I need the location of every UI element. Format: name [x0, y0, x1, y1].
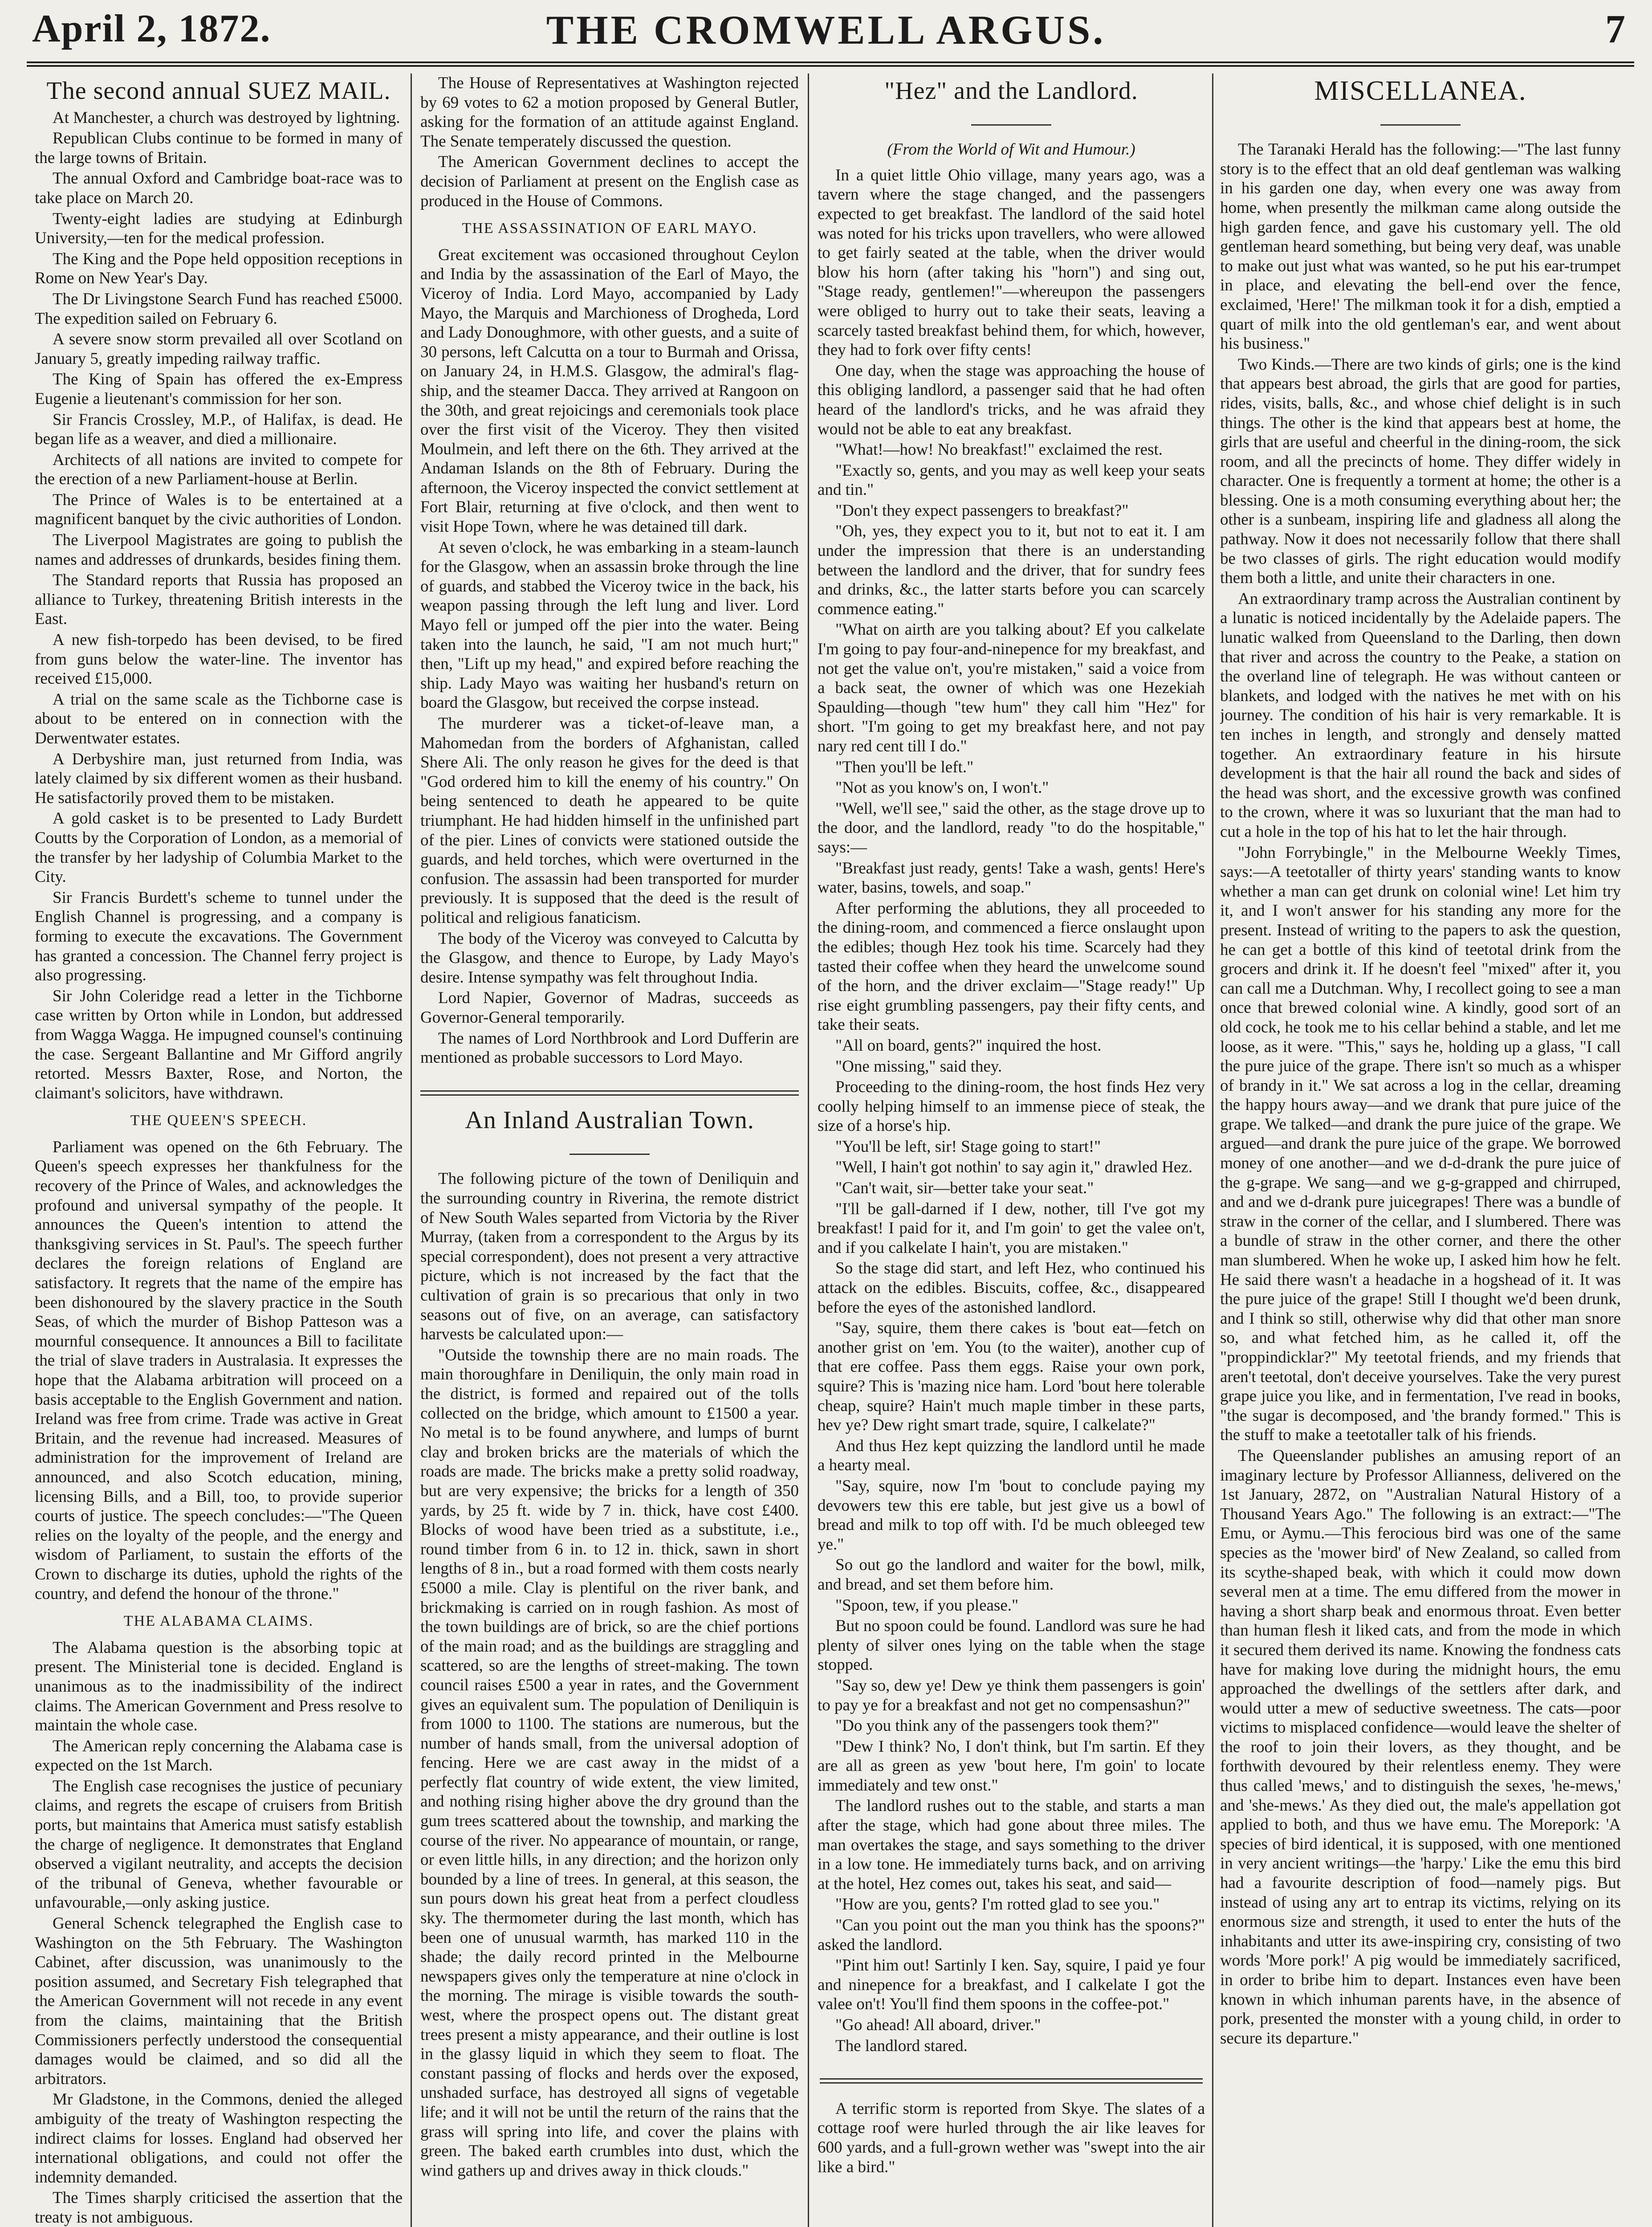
story-paragraph: One day, when the stage was approaching the house of this obliging landlord, a passenger said that he had often heard of the landlord's tricks, and he was afraid they would not be able to eat any breakfast.	[818, 361, 1205, 438]
news-item: The Liverpool Magistrates are going to publish the names and addresses of drunkards, besides fining them.	[35, 531, 403, 569]
section-heading-queens-speech: THE QUEEN'S SPEECH.	[130, 1112, 307, 1129]
article-paragraph: Lord Napier, Governor of Madras, succeeds as Governor-General temporarily.	[420, 989, 799, 1027]
article-paragraph: The Queenslander publishes an amusing report of an imaginary lecture by Professor Allianness, delivered on the 1st January, 2872, on "Australian Natural History of a Thousand Years Ago." The following is an extract:—"The Emu, or Aymu.—This ferocious bird was one of the same species as the 'mower bird' of New Zealand, so called from its scythe-shaped beak, with which it could mow down several men at a time. The emu differed from the mower in having a short sharp beak and enormous throat. Even better than human flesh it liked cats, and from the mode in which it secured them derived its name. Knowing the fondness cats have for making love during the midnight hours, the emu approached the dwellings of the settlers after dark, and would utter a mew of seductive sweetness. The cats—poor victims to misplaced confidence—would leave the shelter of the roof to join their lovers, as they thought, and be forthwith devoured by their relentless enemy. They were thus called 'mews,' and to distinguish the sexes, 'he-mews,' and 'she-mews.' As they died out, the male's appellation got applied to both, and thus we have emu. The Morepork: 'A species of bird identical, it is supposed, with one mentioned in very ancient writings—the 'harpy.' Like the emu this bird had a favourite description of food—namely pigs. But instead of using any art to entrap its victims, relying on its enormous size and strength, it used to enter the huts of the inhabitants and utter its awe-inspiring cry, consisting of two words 'More pork!' A pig would be immediately sacrificed, in order to bribe him to depart. Instances even have been known in which inhuman parents have, in the absence of pork, presented the monster with a young child, in order to secure its departure."	[1220, 1446, 1621, 2048]
news-item: The annual Oxford and Cambridge boat-race was to take place on March 20.	[35, 169, 403, 207]
news-item: A Derbyshire man, just returned from India, was lately claimed by six different women as their husband. He satisfactorily proved them to be mistaken.	[35, 750, 403, 807]
news-item: The King and the Pope held opposition receptions in Rome on New Year's Day.	[35, 249, 403, 288]
story-paragraph: "Exactly so, gents, and you may as well keep your seats and tin."	[818, 461, 1205, 499]
source-byline: (From the World of Wit and Humour.)	[887, 140, 1135, 159]
story-paragraph: "Oh, yes, they expect you to it, but not to eat it. I am under the impression that there is an understanding between the landlord and the driver, that for sundry fees and drinks, &c., the latter starts before you can scarcely commence eating."	[818, 522, 1205, 618]
article-paragraph: Mr Gladstone, in the Commons, denied the alleged ambiguity of the treaty of Washington respecting the indirect claims for losses. England had observed her international obligations, and could not offer the indemnity demanded.	[35, 2090, 403, 2186]
story-paragraph: "Then you'll be left."	[835, 758, 974, 776]
section-separator	[818, 2069, 1205, 2088]
story-paragraph: "Spoon, tew, if you please."	[835, 1596, 1019, 1615]
news-item: The Prince of Wales is to be entertained at a magnificent banquet by the civic authorities of London.	[35, 490, 403, 529]
story-paragraph: "What on airth are you talking about? Ef you calkelate I'm going to pay four-and-ninepence for my breakfast, and not get the value on't, you're mistaken," said a voice from a back seat, the owner of which was one Hezekiah Spaulding—though "tew hum" they call him "Hez" for short. "I'm going to get my breakfast here, and not pay nary red cent till I do."	[818, 620, 1205, 755]
story-paragraph: In a quiet little Ohio village, many years ago, was a tavern where the stage changed, and the passengers expected to get breakfast. The landlord of the said hotel was noted for his tricks upon travellers, who were allowed to get fairly seated at the table, when the driver would blow his horn (after taking his "horn") and sing out, "Stage ready, gentlemen!"—whereupon the passengers were obliged to hurry out to take their seats, leaving a scarcely tasted breakfast behind them, for which, however, they had to fork over fifty cents!	[818, 166, 1205, 359]
column-divider	[1212, 73, 1213, 2227]
news-item: Sir Francis Crossley, M.P., of Halifax, is dead. He began life as a weaver, and died a millionaire.	[35, 410, 403, 449]
article-paragraph: The English case recognises the justice of pecuniary claims, and regrets the escape of cruisers from British ports, but maintains that America must satisfy establish the charge of negligence. It demonstrates that England observed a vigilant neutrality, and accepts the decision of the tribunal of Geneva, whether favourable or unfavourable,—only asking justice.	[35, 1777, 403, 1912]
column-divider	[411, 73, 412, 2227]
story-paragraph: "One missing," said they.	[835, 1057, 1002, 1076]
section-heading-alabama: THE ALABAMA CLAIMS.	[123, 1613, 314, 1630]
heading-rule	[1220, 111, 1621, 131]
article-paragraph: The American reply concerning the Alabama case is expected on the 1st March.	[35, 1737, 403, 1775]
story-paragraph: "Not as you know's on, I won't."	[835, 779, 1049, 797]
article-paragraph: Parliament was opened on the 6th February. The Queen's speech expresses her thankfulness for the recovery of the Prince of Wales, and acknowledges the profound and universal sympathy of the people. It announces the Queen's intention to attend the thanksgiving services in St. Paul's. The speech further declares the foreign relations of England are satisfactory. It regrets that the name of the empire has been dishonoured by the slavery practice in the South Seas, of which the murder of Bishop Patteson was a mournful consequence. It announces a Bill to facilitate the trial of slave traders in Australasia. It expresses the hope that the Alabama arbitration will proceed on a basis acceptable to the English Government and nation. Ireland was free from crime. Trade was active in Great Britain, and the revenue had increased. Measures of administration for the improvement of Ireland are announced, and also Scotch education, mining, licensing Bills, and a Bill, too, to provide superior courts of justice. The speech concludes:—"The Queen relies on the loyalty of the people, and the energy and wisdom of Parliament, to sustain the efforts of the Crown to discharge its duties, uphold the rights of the country, and defend the honour of the throne."	[35, 1138, 403, 1603]
issue-date: April 2, 1872.	[32, 7, 271, 50]
article-paragraph: The American Government declines to accept the decision of Parliament at present on the English case as produced in the House of Commons.	[420, 153, 799, 210]
article-paragraph: The Taranaki Herald has the following:—"The last funny story is to the effect that an old deaf gentleman was walking in his garden one day, when every one was away from home, when presently the milkman came along outside the high garden fence, and gave his customary yell. The old gentleman heard something, but being very deaf, was unable to make out just what was wanted, so he put his ear-trumpet in place, and elevating the bell-end over the fence, exclaimed, 'Here!' The milkman took it for a dish, emptied a quart of milk into the old gentleman's ear, and went about his business."	[1220, 140, 1621, 353]
story-paragraph: "Don't they expect passengers to breakfast?"	[835, 501, 1129, 520]
story-paragraph: "Say so, dew ye! Dew ye think them passengers is goin' to pay ye for a breakfast and not get no compensashun?"	[818, 1676, 1205, 1714]
hez-paragraphs	[818, 166, 1205, 2056]
masthead-rule	[27, 61, 1634, 63]
article-paragraph: The Times sharply criticised the assertion that the treaty is not ambiguous.	[35, 2189, 403, 2227]
news-item: Republican Clubs continue to be formed in many of the large towns of Britain.	[35, 129, 403, 167]
article-paragraph: The body of the Viceroy was conveyed to Calcutta by the Glasgow, and thence to Europe, by Lady Mayo's desire. Intense sympathy was felt throughout India.	[420, 929, 799, 987]
article-paragraph: Great excitement was occasioned throughout Ceylon and India by the assassination of the Earl of Mayo, the Viceroy of India. Lord Mayo, accompanied by Lady Mayo, the Marquis and Marchioness of Drogheda, Lord and Lady Donoughmore, with other guests, and a suite of 30 persons, left Calcutta on a tour to Burmah and Orissa, on January 24, in H.M.S. Glasgow, the admiral's flag-ship, and the steamer Dacca. They arrived at Rangoon on the 30th, and great rejoicings and ceremonials took place over the first visit of the Viceroy. They then visited Moulmein, and left there on the 6th. They arrived at the Andaman Islands on the 8th of February. During the afternoon, the Viceroy inspected the convict settlement at Fort Blair, returning at five o'clock, and then went to visit Hope Town, where he was detained till dark.	[420, 245, 799, 536]
news-item: A trial on the same scale as the Tichborne case is about to be entered on in connection with the Derwentwater estates.	[35, 690, 403, 747]
story-paragraph: "I'll be gall-darned if I dew, nother, till I've got my breakfast! I paid for it, and I'm goin' to get the valee on't, and if you calkelate I hain't, you are mistaken."	[818, 1199, 1205, 1257]
column-2	[420, 73, 799, 2227]
column-4	[1220, 73, 1621, 2227]
story-paragraph: "Say, squire, now I'm 'bout to conclude paying my devowers tew this ere table, but jest give us a bowl of bread and milk to top off with. I'd be much obleeged tew ye."	[818, 1477, 1205, 1554]
story-paragraph: So the stage did start, and left Hez, who continued his attack on the edibles. Biscuits, coffee, &c., disappeared before the eyes of the astonished landlord.	[818, 1259, 1205, 1317]
article-paragraph: "Outside the township there are no main roads. The main thoroughfare in Deniliquin, the only main road in the district, is formed and repaired out of the tolls collected on the bridge, which amount to £1500 a year. No metal is to be found anywhere, and lumps of burnt clay and broken bricks are the materials of which the roads are made. The bricks make a pretty solid roadway, but are very expensive; the bricks for a length of 350 yards, by 25 ft. wide by 7 in. thick, have cost £400. Blocks of wood have been tried as a substitute, i.e., round timber from 6 in. to 12 in. thick, sawn in short lengths of 8 in., but a road formed with them costs nearly £5000 a mile. Clay is plentiful on the river bank, and brickmaking is carried on in rough fashion. As most of the town buildings are of brick, so are the chief portions of the main road; and as the buildings are straggling and scattered, so are the lengths of street-making. The town council raises £500 a year in rates, and the Government gives an equivalent sum. The population of Deniliquin is from 1000 to 1100. The stations are numerous, but the number of hands small, from the universal adoption of fencing. Here we are cast away in the midst of a perfectly flat country of wide extent, the view limited, and nothing rising higher above the dry ground than the gum trees scattered about the township, and marking the course of the river. No appearance of mountain, or range, or even little hills, in any direction; and the horizon only bounded by a line of trees. In general, at this season, the sun pours down his great heat from a perfect cloudless sky. The thermometer during the last month, which has been one of unusual warmth, has marked 110 in the shade; the daily record printed in the Melbourne newspapers gives only the temperature at nine o'clock in the morning. The mirage is visible towards the south-west, where the prospect opens out. The distant great trees present a misty appearance, and their outline is lost in the glassy liquid in which they seem to float. The constant passing of flocks and herds over the exposed, unshaded surface, has destroyed all signs of vegetable life; and it will not be until the return of the rains that the grass will spring into life, and cover the plains with green. The baked earth crumbles into dust, which the wind gathers up and drives away in thick clouds."	[420, 1346, 799, 2180]
story-paragraph: "Can you point out the man you think has the spoons?" asked the landlord.	[818, 1916, 1205, 1954]
news-item: Sir John Coleridge read a letter in the Tichborne case written by Orton while in London, but addressed from Wagga Wagga. He impugned counsel's continuing the case. Sergeant Ballantine and Mr Gifford angrily retorted. Messrs Baxter, Rose, and Norton, the claimant's solicitors, have withdrawn.	[35, 987, 403, 1102]
article-paragraph: An extraordinary tramp across the Australian continent by a lunatic is noticed incidentally by the Adelaide papers. The lunatic walked from Queensland to the Darling, then down that river and across the country to the Peake, a station on the overland line of telegraph. He was without canteen or blankets, and lodged with the natives he met with on his journey. The condition of his hair is very remarkable. It is ten inches in length, and strongly and densely matted together. An extraordinary feature in his hirsute development is that the hair all round the back and sides of the head was short, and the excessive growth was confined to the crown, where it was so luxuriant that the man had to cut a hole in the top of his hat to let the hair through.	[1220, 589, 1621, 841]
article-paragraph: The Alabama question is the absorbing topic at present. The Ministerial tone is decided. England is unanimous as to the inadmissibility of the indirect claims. The American Government and Press resolve to maintain the whole case.	[35, 1638, 403, 1735]
article-paragraph: At seven o'clock, he was embarking in a steam-launch for the Glasgow, when an assassin broke through the line of guards, and stabbed the Viceroy twice in the back, his weapon passing through the left lung and liver. Lord Mayo fell or jumped off the pier into the water. Being taken into the launch, he said, "I am not much hurt;" then, "Lift up my head," and expired before reaching the ship. Lady Mayo was waiting her husband's return on board the Glasgow, but received the corpse instead.	[420, 538, 799, 712]
story-paragraph: "Well, we'll see," said the other, as the stage drove up to the door, and the landlord, ready "to do the hospitable," says:—	[818, 799, 1205, 857]
story-paragraph: "All on board, gents?" inquired the host.	[835, 1036, 1102, 1055]
story-paragraph: "What!—how! No breakfast!" exclaimed the rest.	[835, 441, 1163, 459]
column-1	[35, 73, 403, 2227]
article-paragraph: The following picture of the town of Deniliquin and the surrounding country in Riverina, the remote district of New South Wales separted from Victoria by the River Murray, (taken from a correspondent to the Argus by its special correspondent), does not present a very attractive picture, which is not increased by the fact that the cultivation of grain is so precarious that only in two seasons out of five, on an average, can satisfactory harvests be calculated upon:—	[420, 1170, 799, 1344]
news-item: The King of Spain has offered the ex-Empress Eugenie a lieutenant's commission for her son.	[35, 370, 403, 408]
news-item: Architects of all nations are invited to compete for the erection of a new Parliament-house at Berlin.	[35, 450, 403, 489]
article-paragraph: Two Kinds.—There are two kinds of girls; one is the kind that appears best abroad, the girls that are good for parties, rides, visits, balls, &c., and whose chief delight is in such things. The other is the kind that appears best at home, the girls that are useful and cheerful in the dining-room, the sick room, and all the precincts of home. They differ widely in character. One is frequently a torment at home; the other is a blessing. One is a moth consuming everything about her; the other is a sunbeam, inspiring life and gladness all along the pathway. Now it does not necessarily follow that there shall be two classes of girls. The right education would modify them both a little, and unite their characters in one.	[1220, 355, 1621, 587]
section-heading-mayo: THE ASSASSINATION OF EARL MAYO.	[462, 220, 757, 237]
alabama-paragraphs	[35, 1638, 403, 2227]
article-paragraph: The names of Lord Northbrook and Lord Dufferin are mentioned as probable successors to Lord Mayo.	[420, 1029, 799, 1067]
story-paragraph: "Dew I think? No, I don't think, but I'm sartin. Ef they are all as green as yew 'bout here, I'm goin' to locate immediately and tew onst."	[818, 1737, 1205, 1795]
section-heading-inland-town: An Inland Australian Town.	[465, 1106, 754, 1134]
mayo-paragraphs	[420, 245, 799, 1068]
article-paragraph: The murderer was a ticket-of-leave man, a Mahomedan from the borders of Afghanistan, called Shere Ali. The only reason he gives for the deed is that "God ordered him to kill the enemy of his country." On being sentenced to death he appeared to be quite triumphant. He had hidden himself in the unfinished part of the pier. Lines of convicts were stationed outside the guards, and held torches, which were overturned in the confusion. The assassin had been transported for murder previously. It is supposed that the deed is the result of political and religious fanaticism.	[420, 714, 799, 927]
masthead	[0, 6, 1652, 55]
news-item: A severe snow storm prevailed all over Scotland on January 5, greatly impeding railway traffic.	[35, 330, 403, 368]
article-paragraph: General Schenck telegraphed the English case to Washington on the 5th February. The Washington Cabinet, after discussion, was unanimously to the position assumed, and Secretary Fish telegraphed that the American Government will not recede in any event from the claims, maintaining that the British Commissioners perfectly understood the consequential damages would be claimed, and so did all the arbitrators.	[35, 1914, 403, 2088]
story-paragraph: "Breakfast just ready, gents! Take a wash, gents! Here's water, basins, towels, and soap."	[818, 859, 1205, 897]
heading-rule	[818, 111, 1205, 131]
news-item: The Standard reports that Russia has proposed an alliance to Turkey, threatening British interests in the East.	[35, 571, 403, 628]
column-divider	[808, 73, 809, 2227]
column-3	[818, 73, 1205, 2227]
story-paragraph: After performing the ablutions, they all proceeded to the dining-room, and commenced a fierce onslaught upon the edibles; though Hez took his time. Scarcely had they tasted their coffee when they heard the unwelcome sound of the horn, and the driver exclaim—"Stage ready!" Up rise eight grumbling passengers, pay their fifty cents, and take their seats.	[818, 899, 1205, 1034]
story-paragraph: The landlord stared.	[835, 2036, 968, 2055]
article-paragraph: "John Forrybingle," in the Melbourne Weekly Times, says:—A teetotaller of thirty years' standing wants to know whether a man can get drunk on colonial wine! Let him try it, and I won't answer for his standing any more for the present. Instead of writing to the papers to ask the question, he can get a bottle of this kind of teetotal drink from the grocers and drink it. If he doesn't feel "mixed" after it, you can call me a Dutchman. Why, I recollect going to see a man once that brewed colonial wine. A kindly, good sort of an old cock, he took me to his cellar behind a stable, and let me loose, as it were. "This," says he, holding up a glass, "I call the pure juice of the grape. There isn't so much as a whisper of brandy in it." We sat across a log in the cellar, dreaming the happy hours away—and we drank that pure juice of the grape. We talked—and drank the pure juice of the grape. We argued—and drank the pure juice of the grape. We borrowed money of one another—and we d-d-drank the pure juice of the g-grape. We sang—and we g-g-grapped and chirruped, and and we d-drank pure juicegrapes! There was a bundle of straw in the corner of the cellar, and I slumbered. There was a bundle of straw in the other corner, and there the other man slumbered. When he woke up, I asked him how he felt. He said there wasn't a headache in a hogshead of it. It was the pure juice of the grape! Still I thought we'd been drunk, and I think so still, otherwise why did that other man snore so, and what fetched him, as he called it, off the "proppindicklar?" My teetotal friends, and my friends that aren't teetotal, don't deceive yourselves. Take the very purest grape juice you like, and in fermentation, I've read in books, "the sugar is decomposed, and 'the brandy formed." This is the stuff to make a teetotaller talk of his friends.	[1220, 843, 1621, 1444]
story-paragraph: "Can't wait, sir—better take your seat."	[835, 1179, 1094, 1198]
story-paragraph: "Go ahead! All aboard, driver."	[835, 2016, 1041, 2034]
story-paragraph: "Say, squire, them there cakes is 'bout eat—fetch on another grist on 'em. You (to the waiter), another cup of that ere coffee. Pass them eggs. Raise your own pork, squire? This is 'mazing nice ham. Lord 'bout here tolerable cheap, squire? Hain't much maple timber in these parts, hev ye? Dew right smart trade, squire, I calkelate?"	[818, 1319, 1205, 1435]
story-paragraph: Proceeding to the dining-room, the host finds Hez very coolly helping himself to an immense piece of steak, the size of a horse's hip.	[818, 1078, 1205, 1135]
section-heading-miscellanea: MISCELLANEA.	[1314, 76, 1527, 106]
section-heading-hez: "Hez" and the Landlord.	[884, 77, 1138, 105]
masthead-rule-lower	[27, 65, 1634, 67]
article-paragraph: A terrific storm is reported from Skye. The slates of a cottage roof were hurled through the air like leaves for 600 yards, and a full-grown wether was "swept into the air like a bird."	[818, 2099, 1205, 2176]
news-item: A new fish-torpedo has been devised, to be fired from guns below the water-line. The inventor has received £15,000.	[35, 631, 403, 688]
inland-paragraphs	[420, 1169, 799, 2180]
news-item: Twenty-eight ladies are studying at Edinburgh University,—ten for the medical profession.	[35, 209, 403, 248]
story-paragraph: The landlord rushes out to the stable, and starts a man after the stage, which had gone about three miles. The man overtakes the stage, and says something to the driver in a low tone. He immediately turns back, and on arriving at the hotel, Hez comes out, takes his seat, and said—	[818, 1797, 1205, 1893]
page-number: 7	[1605, 7, 1625, 51]
news-item: Sir Francis Burdett's scheme to tunnel under the English Channel is progressing, and a company is forming to execute the excavations. The Government has granted a concession. The Channel ferry project is also progressing.	[35, 888, 403, 985]
story-paragraph: "Pint him out! Sartinly I ken. Say, squire, I paid ye four and ninepence for a breakfast, and I calkelate I got the valee on't! You'll find them spoons in the coffee-pot."	[818, 1956, 1205, 2014]
newspaper-title: THE CROMWELL ARGUS.	[546, 7, 1106, 53]
story-paragraph: "Well, I hain't got nothin' to say agin it," drawled Hez.	[835, 1158, 1192, 1177]
news-item: A gold casket is to be presented to Lady Burdett Coutts by the Corporation of London, as a memorial of the transfer by her ladyship of Columbia Market to the City.	[35, 809, 403, 886]
heading-rule	[420, 1140, 799, 1160]
story-paragraph: And thus Hez kept quizzing the landlord until he made a hearty meal.	[818, 1436, 1205, 1475]
miscellanea-paragraphs	[1220, 140, 1621, 2048]
story-paragraph: "Do you think any of the passengers took them?"	[835, 1717, 1159, 1735]
story-paragraph: "How are you, gents? I'm rotted glad to see you."	[835, 1895, 1160, 1914]
news-item: The Dr Livingstone Search Fund has reached £5000. The expedition sailed on February 6.	[35, 290, 403, 328]
story-paragraph: So out go the landlord and waiter for the bowl, milk, and bread, and set them before him.	[818, 1556, 1205, 1594]
section-heading-suez-mail: The second annual SUEZ MAIL.	[46, 77, 391, 105]
story-paragraph: But no spoon could be found. Landlord was sure he had plenty of silver ones lying on the table when the stage stopped.	[818, 1617, 1205, 1674]
article-paragraph: The House of Representatives at Washington rejected by 69 votes to 62 a motion proposed by General Butler, asking for the formation of an attitude against England. The Senate temperately discussed the question.	[420, 74, 799, 151]
news-item: At Manchester, a church was destroyed by lightning.	[53, 108, 400, 127]
section-separator	[420, 1081, 799, 1101]
story-paragraph: "You'll be left, sir! Stage going to start!"	[835, 1137, 1101, 1156]
news-items	[35, 108, 403, 1103]
